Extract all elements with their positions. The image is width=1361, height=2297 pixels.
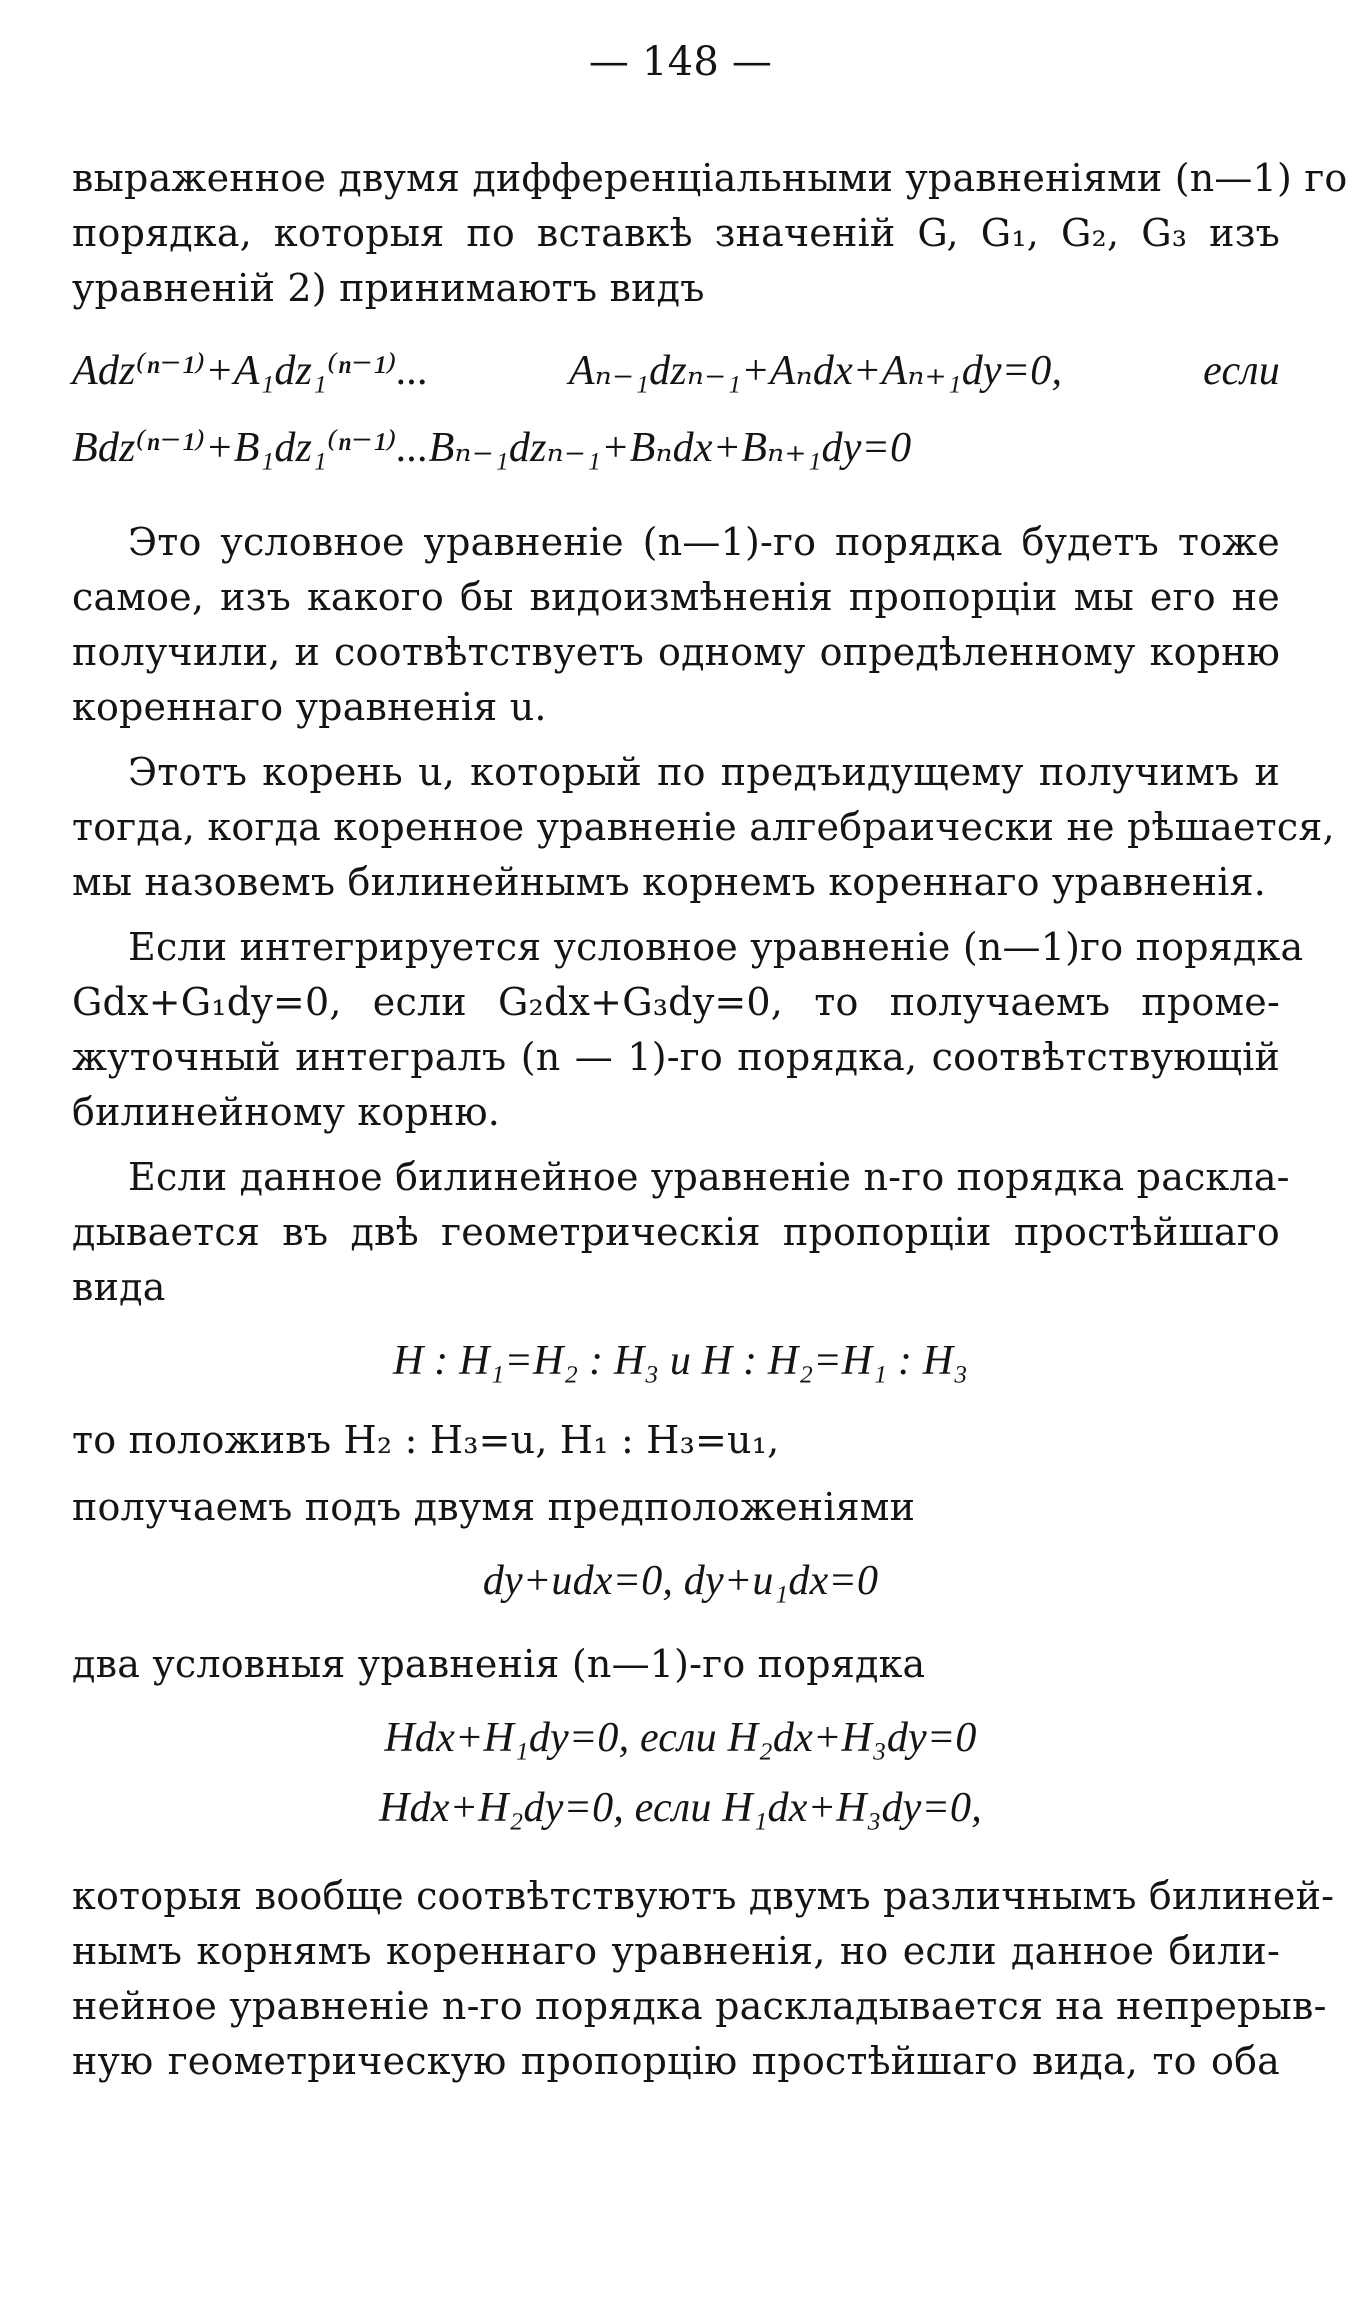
- text-line: дывается въ двѣ геометрическія пропорціи простѣйшаго: [72, 1210, 1280, 1254]
- formula-line: Hdx+H₁dy=0, если H₂dx+H₃dy=0: [384, 1715, 977, 1761]
- text-line: жуточный интегралъ (n — 1)-го порядка, соотвѣтствующій: [72, 1035, 1280, 1079]
- text-line: Этотъ корень u, который по предъидущему получимъ и: [128, 750, 1280, 794]
- text-line: самое, изъ какого бы видоизмѣненія пропорціи мы его не: [72, 575, 1280, 619]
- text-line: выраженное двумя дифференціальными уравненіями (n—1) го: [72, 156, 1348, 200]
- text-line: нейное уравненіе n-го порядка раскладывается на непрерыв-: [72, 1984, 1327, 2028]
- formula-line: Adz⁽ⁿ⁻¹⁾+A₁dz₁⁽ⁿ⁻¹⁾... Aₙ₋₁dzₙ₋₁+Aₙdx+Aₙ₊₁dy=0, если: [72, 348, 1280, 394]
- text-line: которыя вообще соотвѣтствуютъ двумъ различнымъ билиней-: [72, 1874, 1335, 1918]
- formula-line: H : H₁=H₂ : H₃ и H : H₂=H₁ : H₃: [392, 1338, 969, 1384]
- formula-line: Bdz⁽ⁿ⁻¹⁾+B₁dz₁⁽ⁿ⁻¹⁾...Bₙ₋₁dzₙ₋₁+Bₙdx+Bₙ₊₁dy=0: [72, 425, 912, 471]
- text-line: Gdx+G₁dy=0, если G₂dx+G₃dy=0, то получаемъ проме-: [72, 980, 1280, 1024]
- text-line: то положивъ H₂ : H₃=u, H₁ : H₃=u₁,: [72, 1418, 780, 1462]
- text-line: Это условное уравненіе (n—1)-го порядка будетъ тоже: [128, 520, 1280, 564]
- text-line: мы назовемъ билинейнымъ корнемъ кореннаго уравненія.: [72, 860, 1267, 904]
- formula-line: dy+udx=0, dy+u₁dx=0: [482, 1558, 879, 1604]
- text-line: нымъ корнямъ кореннаго уравненія, но если данное били-: [72, 1929, 1280, 1973]
- text-line: билинейному корню.: [72, 1090, 501, 1134]
- text-line: ную геометрическую пропорцію простѣйшаго вида, то оба: [72, 2039, 1280, 2083]
- text-line: получили, и соотвѣтствуетъ одному опредѣленному корню: [72, 630, 1280, 674]
- text-line: тогда, когда коренное уравненіе алгебраически не рѣшается,: [72, 805, 1335, 849]
- page-number: — 148 —: [588, 39, 773, 85]
- text-line: Если данное билинейное уравненіе n-го порядка раскла-: [128, 1155, 1290, 1199]
- text-line: вида: [72, 1265, 166, 1309]
- formula-line: Hdx+H₂dy=0, если H₁dx+H₃dy=0,: [379, 1785, 982, 1831]
- text-line: получаемъ подъ двумя предположеніями: [72, 1485, 916, 1529]
- text-line: Если интегрируется условное уравненіе (n—1)го порядка: [128, 925, 1304, 969]
- text-line: два условныя уравненія (n—1)-го порядка: [72, 1642, 926, 1686]
- text-line: уравненій 2) принимаютъ видъ: [72, 266, 705, 310]
- text-line: порядка, которыя по вставкѣ значеній G, G₁, G₂, G₃ изъ: [72, 211, 1280, 255]
- text-line: кореннаго уравненія u.: [72, 685, 547, 729]
